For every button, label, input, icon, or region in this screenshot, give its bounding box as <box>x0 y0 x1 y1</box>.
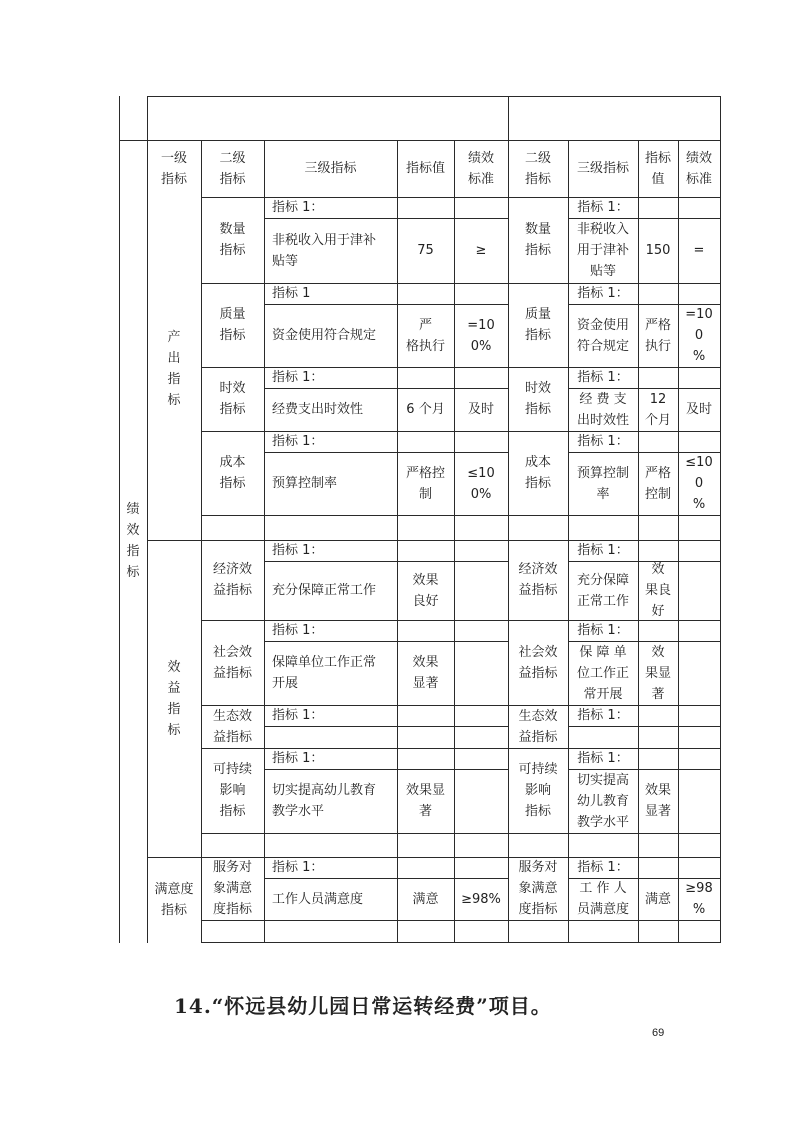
group-benefit: 效 益 指 标 <box>167 659 181 738</box>
level2-indicator: 时效 指标 <box>219 381 246 417</box>
section-heading: 14.“怀远县幼儿园日常运转经费”项目。 <box>174 994 552 1018</box>
indicator-label: 指标 1： <box>272 543 324 558</box>
header-level1: 一级 指标 <box>160 150 187 187</box>
indicator-value: 严 格执行 <box>405 317 445 354</box>
indicator-value: 6 个月 <box>406 402 445 417</box>
level2-indicator: 质量 指标 <box>219 307 246 343</box>
indicator-label-b: 指标 1： <box>577 543 629 558</box>
indicator-value-b: 效果 显著 <box>644 783 671 819</box>
level2-indicator: 数量 指标 <box>219 222 246 258</box>
indicator-desc-b <box>568 726 638 748</box>
indicator-label-b: 指标 1： <box>577 200 629 215</box>
indicator-standard-b: =100 % <box>685 307 713 364</box>
level2-indicator: 生态效 益指标 <box>212 708 252 745</box>
indicator-label: 指标 1： <box>272 434 324 449</box>
level2-indicator-b: 生态效 益指标 <box>518 708 558 745</box>
indicator-value-b: 150 <box>645 243 671 258</box>
level2-indicator: 可持续 影响 指标 <box>212 762 252 819</box>
indicator-label-b: 指标 1： <box>577 708 629 723</box>
indicator-value: 严格控 制 <box>405 465 445 502</box>
table-rule <box>147 96 721 97</box>
indicator-standard <box>454 641 508 705</box>
indicator-standard-b: 及时 <box>685 402 712 417</box>
indicator-standard: ≥ <box>475 243 487 258</box>
indicator-value: 效果 良好 <box>412 572 439 609</box>
indicator-value-b: 严格 控制 <box>644 465 671 502</box>
level2-indicator: 社会效 益指标 <box>212 644 252 681</box>
indicator-standard: ≤100% <box>467 465 495 502</box>
indicator-desc: 预算控制率 <box>272 476 338 491</box>
page-number: 69 <box>652 1027 665 1039</box>
indicator-value-b: 效 果良 好 <box>644 562 671 619</box>
header-standard: 绩效 标准 <box>467 150 494 187</box>
indicator-label: 指标 1： <box>272 708 324 723</box>
indicator-standard: 及时 <box>467 402 494 417</box>
indicator-value-b: 严格 执行 <box>644 317 671 354</box>
indicator-standard-b <box>678 726 720 748</box>
level2-indicator-b: 数量 指标 <box>524 222 551 258</box>
indicator-label-b: 指标 1： <box>577 623 629 638</box>
indicator-label-b: 指标 1： <box>577 434 629 449</box>
level2-indicator-b: 社会效 益指标 <box>518 644 558 681</box>
indicator-standard-b <box>678 769 720 833</box>
indicator-desc-b: 保 障 单 位工作正 常开展 <box>576 644 629 702</box>
indicator-value-b <box>638 726 678 748</box>
indicator-value-b: 效 果显 著 <box>644 644 671 702</box>
indicator-standard-b <box>678 561 720 620</box>
indicator-desc-b: 资金使用 符合规定 <box>576 317 629 354</box>
indicator-standard <box>454 561 508 620</box>
indicator-label: 指标 1： <box>272 751 324 766</box>
header-value-b: 指标 值 <box>644 150 671 187</box>
indicator-label-b: 指标 1： <box>577 860 629 875</box>
header-level2: 二级 指标 <box>219 150 246 187</box>
indicator-value: 效果显 著 <box>405 783 445 819</box>
indicator-desc: 资金使用符合规定 <box>272 328 377 343</box>
indicator-value: 效果 显著 <box>412 655 439 691</box>
indicator-standard-b <box>678 641 720 705</box>
table-rule <box>201 942 721 943</box>
indicator-desc: 经费支出时效性 <box>272 402 364 417</box>
indicator-label: 指标 1 <box>272 286 311 301</box>
indicator-desc-b: 非税收入 用于津补 贴等 <box>576 222 629 279</box>
header-standard-b: 绩效 标准 <box>685 150 712 187</box>
level2-indicator: 服务对 象满意 度指标 <box>212 860 252 917</box>
indicator-standard-b: ≤100 % <box>685 455 713 512</box>
level2-indicator: 经济效 益指标 <box>212 562 252 598</box>
indicator-value: 75 <box>417 243 434 258</box>
group-output: 产 出 指 标 <box>167 329 181 408</box>
header-level3-b: 三级指标 <box>576 161 629 176</box>
indicator-label: 指标 1： <box>272 860 324 875</box>
indicator-label-b: 指标 1： <box>577 751 629 766</box>
side-label: 绩 效 指 标 <box>126 502 140 580</box>
indicator-desc: 工作人员满意度 <box>272 891 364 907</box>
indicator-value: 满意 <box>412 891 439 907</box>
indicator-desc <box>264 726 397 748</box>
level2-indicator-b: 经济效 益指标 <box>518 562 558 598</box>
header-value: 指标值 <box>405 161 445 176</box>
indicator-desc-b: 预算控制 率 <box>576 465 629 502</box>
indicator-label: 指标 1： <box>272 370 324 385</box>
indicator-label: 指标 1： <box>272 623 324 638</box>
table-rule <box>201 920 721 921</box>
level2-indicator: 成本 指标 <box>219 455 246 491</box>
indicator-standard-b: ≥98 % <box>685 881 713 917</box>
indicator-label-b: 指标 1： <box>577 286 629 301</box>
indicator-label: 指标 1： <box>272 200 324 215</box>
indicator-standard: =100% <box>467 317 495 354</box>
level2-indicator-b: 时效 指标 <box>524 381 551 417</box>
indicator-standard-b: = <box>693 243 705 258</box>
indicator-desc-b: 切实提高 幼儿教育 教学水平 <box>576 772 629 830</box>
indicator-desc: 保障单位工作正常 开展 <box>272 655 377 691</box>
table-rule <box>201 833 721 834</box>
indicator-desc-b: 工 作 人 员满意度 <box>576 881 629 917</box>
indicator-standard <box>454 769 508 833</box>
level2-indicator-b: 可持续 影响 指标 <box>518 762 558 819</box>
indicator-value-b: 满意 <box>644 891 671 907</box>
table-rule <box>720 96 721 943</box>
indicator-standard <box>454 726 508 748</box>
indicator-desc-b: 充分保障 正常工作 <box>576 572 629 609</box>
indicator-standard: ≥98% <box>461 891 501 907</box>
indicator-label-b: 指标 1： <box>577 370 629 385</box>
indicator-value <box>397 726 454 748</box>
table-rule <box>201 515 721 516</box>
indicator-desc: 充分保障正常工作 <box>272 583 377 598</box>
indicator-desc: 切实提高幼儿教育 教学水平 <box>272 783 377 819</box>
level2-indicator-b: 服务对 象满意 度指标 <box>518 860 558 917</box>
indicator-desc: 非税收入用于津补 贴等 <box>272 232 377 269</box>
header-level2-b: 二级 指标 <box>524 150 551 187</box>
indicator-value-b: 12 个月 <box>644 391 671 428</box>
level2-indicator-b: 成本 指标 <box>524 455 551 491</box>
group-satisfaction: 满意度 指标 <box>154 881 194 918</box>
indicator-desc-b: 经 费 支 出时效性 <box>576 391 629 428</box>
header-level3: 三级指标 <box>304 161 357 176</box>
level2-indicator-b: 质量 指标 <box>524 307 551 343</box>
